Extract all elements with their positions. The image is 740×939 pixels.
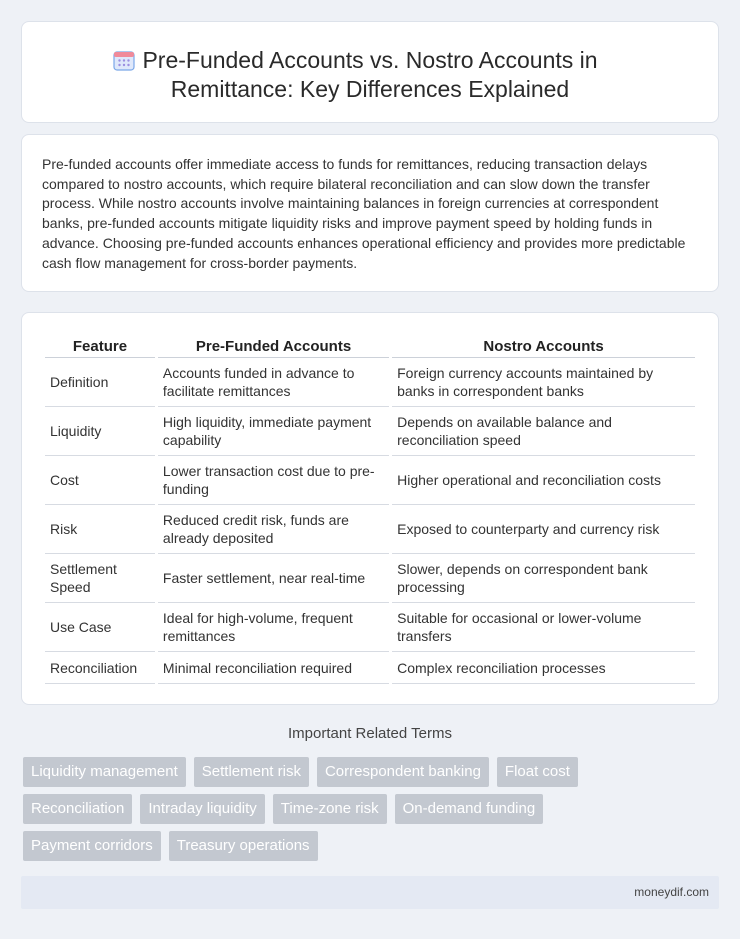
tag-settlement-risk[interactable]: Settlement risk (194, 757, 309, 787)
related-terms-list (23, 757, 623, 861)
tag-reconciliation[interactable]: Reconciliation (23, 794, 132, 824)
pre-funded-cell: Reduced credit risk, funds are already deposited (158, 505, 389, 554)
page-title-line2: Remittance: Key Differences Explained (170, 76, 570, 102)
feature-cell: Definition (45, 358, 155, 407)
table-row (45, 505, 695, 554)
tag-intraday-liquidity[interactable]: Intraday liquidity (140, 794, 264, 824)
nostro-cell: Foreign currency accounts maintained by banks in correspondent banks (392, 358, 695, 407)
table-row (45, 603, 695, 652)
nostro-cell: Suitable for occasional or lower-volume transfers (392, 603, 695, 652)
pre-funded-cell: Faster settlement, near real-time (158, 554, 389, 603)
tag-payment-corridors[interactable]: Payment corridors (23, 831, 161, 861)
pre-funded-cell: High liquidity, immediate payment capability (158, 407, 389, 456)
feature-cell: Cost (45, 456, 155, 505)
feature-cell: Use Case (45, 603, 155, 652)
comparison-table-card (21, 312, 719, 705)
tag-correspondent-banking[interactable]: Correspondent banking (317, 757, 489, 787)
tag-time-zone-risk[interactable]: Time-zone risk (273, 794, 387, 824)
header-pre-funded: Pre-Funded Accounts (158, 334, 389, 358)
table-row (45, 358, 695, 407)
footer-site-link[interactable]: moneydif.com (634, 885, 709, 899)
nostro-cell: Higher operational and reconciliation costs (392, 456, 695, 505)
related-terms-heading: Important Related Terms (288, 725, 452, 742)
table-row (45, 652, 695, 684)
intro-card (21, 134, 719, 292)
pre-funded-cell: Lower transaction cost due to pre-funding (158, 456, 389, 505)
page-title (22, 46, 718, 104)
table-row (45, 456, 695, 505)
feature-cell: Settlement Speed (45, 554, 155, 603)
footer (21, 876, 719, 909)
pre-funded-cell: Ideal for high-volume, frequent remittances (158, 603, 389, 652)
nostro-cell: Complex reconciliation processes (392, 652, 695, 684)
nostro-cell: Depends on available balance and reconciliation speed (392, 407, 695, 456)
header-nostro: Nostro Accounts (392, 334, 695, 358)
pre-funded-cell: Minimal reconciliation required (158, 652, 389, 684)
tag-treasury-operations[interactable]: Treasury operations (169, 831, 318, 861)
tag-liquidity-management[interactable]: Liquidity management (23, 757, 186, 787)
nostro-cell: Exposed to counterparty and currency risk (392, 505, 695, 554)
comparison-table (42, 334, 698, 684)
tag-on-demand-funding[interactable]: On-demand funding (395, 794, 544, 824)
nostro-cell: Slower, depends on correspondent bank processing (392, 554, 695, 603)
tag-float-cost[interactable]: Float cost (497, 757, 578, 787)
table-header-row (45, 334, 695, 358)
feature-cell: Reconciliation (45, 652, 155, 684)
pre-funded-cell: Accounts funded in advance to facilitate remittances (158, 358, 389, 407)
feature-cell: Liquidity (45, 407, 155, 456)
title-card (21, 21, 719, 123)
table-row (45, 407, 695, 456)
feature-cell: Risk (45, 505, 155, 554)
table-row (45, 554, 695, 603)
header-feature: Feature (45, 334, 155, 358)
page-title-line1: Pre-Funded Accounts vs. Nostro Accounts in (142, 47, 598, 73)
intro-paragraph: Pre-funded accounts offer immediate access to funds for remittances, reducing transaction delays compared to nostro accounts, which require bilateral reconciliation and can slow down the transfer process. While nostro accounts involve maintaining balances in foreign currencies at correspondent banks, pre-funded accounts mitigate liquidity risks and improve payment speed by holding funds in advance. Choosing pre-funded accounts enhances operational efficiency and provides more predictable cash flow management for cross-border payments. (42, 156, 686, 271)
